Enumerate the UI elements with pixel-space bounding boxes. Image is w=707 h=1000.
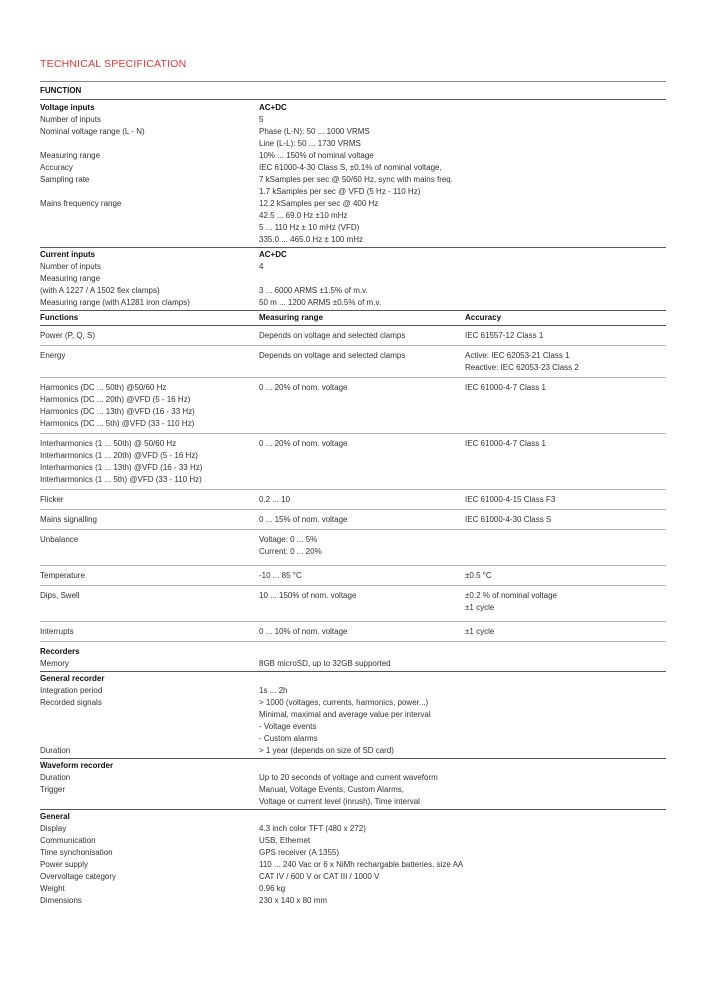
functions-name-cell bbox=[40, 494, 255, 506]
voltage-inputs-value: 335.0 ... 465.0 Hz ± 100 mHz bbox=[259, 235, 363, 244]
functions-row-divider bbox=[40, 621, 666, 622]
general-recorder-heading: General recorder bbox=[40, 674, 105, 683]
functions-name-text: Energy bbox=[40, 351, 66, 360]
general-recorder-row bbox=[40, 685, 666, 697]
general-recorder-value: > 1000 (voltages, currents, harmonics, power...) bbox=[259, 698, 429, 707]
current-inputs-heading-value: AC+DC bbox=[259, 250, 287, 259]
voltage-inputs-row bbox=[40, 150, 666, 162]
functions-range-text: 0 ... 20% of nom. voltage bbox=[259, 383, 348, 392]
functions-row bbox=[40, 590, 666, 618]
voltage-inputs-value: 5 ... 110 Hz ± 10 mHz (VFD) bbox=[259, 223, 360, 232]
functions-row bbox=[40, 350, 666, 374]
functions-range-cell bbox=[259, 626, 479, 638]
general-value: 0.96 kg bbox=[259, 884, 286, 893]
general-row bbox=[40, 823, 666, 835]
section-divider bbox=[40, 310, 666, 311]
functions-accuracy-cell bbox=[465, 514, 665, 526]
general-row bbox=[40, 871, 666, 883]
general-recorder-row bbox=[40, 709, 666, 721]
voltage-inputs-label: Number of inputs bbox=[40, 115, 101, 124]
current-inputs-label: Measuring range (with A1281 iron clamps) bbox=[40, 298, 190, 307]
functions-accuracy-cell bbox=[465, 350, 665, 374]
functions-row-divider bbox=[40, 377, 666, 378]
waveform-recorder-label: Duration bbox=[40, 773, 71, 782]
functions-accuracy-text: ±0.5 °C bbox=[465, 571, 492, 580]
waveform-recorder-row bbox=[40, 796, 666, 808]
general-value: USB, Ethernet bbox=[259, 836, 311, 845]
functions-name-text: Interharmonics (1 ... 13th) @VFD (16 - 33 Hz) bbox=[40, 463, 203, 472]
general-recorder-value: - Voltage events bbox=[259, 722, 317, 731]
functions-name-text: Harmonics (DC ... 5th) @VFD (33 - 110 Hz) bbox=[40, 419, 195, 428]
function-header: FUNCTION bbox=[40, 86, 82, 95]
general-label: Dimensions bbox=[40, 896, 82, 905]
recorders-value: 8GB microSD, up to 32GB supported bbox=[259, 659, 391, 668]
general-label: Display bbox=[40, 824, 67, 833]
general-value: 230 x 140 x 80 mm bbox=[259, 896, 328, 905]
functions-range-text: 10 ... 150% of nom. voltage bbox=[259, 591, 357, 600]
general-row bbox=[40, 895, 666, 907]
functions-name-cell bbox=[40, 570, 255, 582]
general-recorder-heading-row bbox=[40, 673, 666, 685]
general-recorder-value: - Custom alarms bbox=[259, 734, 318, 743]
functions-range-text: Depends on voltage and selected clamps bbox=[259, 331, 406, 340]
voltage-inputs-label: Nominal voltage range (L - N) bbox=[40, 127, 145, 136]
functions-range-text: 0 ... 10% of nom. voltage bbox=[259, 627, 348, 636]
voltage-inputs-row bbox=[40, 198, 666, 210]
general-row bbox=[40, 859, 666, 871]
functions-name-cell bbox=[40, 514, 255, 526]
current-inputs-row bbox=[40, 285, 666, 297]
functions-row-divider bbox=[40, 345, 666, 346]
general-row bbox=[40, 835, 666, 847]
functions-accuracy-cell bbox=[465, 570, 665, 582]
functions-name-cell bbox=[40, 590, 255, 602]
functions-name-cell bbox=[40, 330, 255, 342]
voltage-inputs-value: Phase (L-N): 50 ... 1000 VRMS bbox=[259, 127, 370, 136]
functions-accuracy-text: IEC 61557-12 Class 1 bbox=[465, 331, 544, 340]
functions-name-header: Functions bbox=[40, 313, 79, 322]
functions-accuracy-cell bbox=[465, 626, 665, 638]
general-heading-row bbox=[40, 811, 666, 823]
voltage-inputs-label: Accuracy bbox=[40, 163, 73, 172]
general-recorder-row bbox=[40, 697, 666, 709]
current-inputs-heading-row bbox=[40, 249, 666, 261]
general-label: Communication bbox=[40, 836, 96, 845]
functions-row bbox=[40, 514, 666, 526]
functions-range-text: Current: 0 ... 20% bbox=[259, 547, 322, 556]
functions-row bbox=[40, 534, 666, 562]
functions-name-cell bbox=[40, 350, 255, 362]
general-heading: General bbox=[40, 812, 70, 821]
page-title: TECHNICAL SPECIFICATION bbox=[40, 58, 187, 70]
functions-accuracy-text: Active: IEC 62053-21 Class 1 bbox=[465, 351, 570, 360]
waveform-recorder-row bbox=[40, 772, 666, 784]
functions-name-text: Temperature bbox=[40, 571, 85, 580]
voltage-inputs-value: IEC 61000-4-30 Class S, ±0.1% of nominal voltage, bbox=[259, 163, 442, 172]
functions-row-divider bbox=[40, 641, 666, 642]
functions-row-divider bbox=[40, 565, 666, 566]
functions-range-cell bbox=[259, 494, 479, 506]
general-label: Power supply bbox=[40, 860, 89, 869]
functions-accuracy-text: IEC 61000-4-15 Class F3 bbox=[465, 495, 556, 504]
waveform-recorder-label: Trigger bbox=[40, 785, 66, 794]
voltage-inputs-value: 5 bbox=[259, 115, 264, 124]
general-recorder-value: Minimal, maximal and average value per interval bbox=[259, 710, 431, 719]
functions-row bbox=[40, 570, 666, 582]
voltage-inputs-heading-row bbox=[40, 102, 666, 114]
general-label: Overvoltage category bbox=[40, 872, 117, 881]
functions-accuracy-cell bbox=[465, 438, 665, 450]
general-recorder-value: 1s ... 2h bbox=[259, 686, 288, 695]
voltage-inputs-value: 42.5 ... 69.0 Hz ±10 mHz bbox=[259, 211, 348, 220]
voltage-inputs-label: Measuring range bbox=[40, 151, 101, 160]
functions-range-cell bbox=[259, 570, 479, 582]
functions-row-divider bbox=[40, 529, 666, 530]
current-inputs-label: (with A 1227 / A 1502 flex clamps) bbox=[40, 286, 160, 295]
voltage-inputs-value: 10% ... 150% of nominal voltage bbox=[259, 151, 374, 160]
general-recorder-label: Recorded signals bbox=[40, 698, 102, 707]
voltage-inputs-row bbox=[40, 174, 666, 186]
functions-range-header: Measuring range bbox=[259, 313, 324, 322]
general-value: 4.3 inch color TFT (480 x 272) bbox=[259, 824, 366, 833]
functions-range-cell bbox=[259, 382, 479, 394]
voltage-inputs-heading: Voltage inputs bbox=[40, 103, 95, 112]
functions-name-text: Power (P, Q, S) bbox=[40, 331, 95, 340]
functions-row bbox=[40, 382, 666, 430]
functions-name-text: Unbalance bbox=[40, 535, 79, 544]
functions-name-text: Interrupts bbox=[40, 627, 74, 636]
section-divider bbox=[40, 758, 666, 759]
functions-name-text: Flicker bbox=[40, 495, 64, 504]
functions-name-text: Dips, Swell bbox=[40, 591, 80, 600]
functions-accuracy-header: Accuracy bbox=[465, 313, 502, 322]
voltage-inputs-value: 7 kSamples per sec @ 50/60 Hz, sync with mains freq. bbox=[259, 175, 453, 184]
voltage-inputs-row bbox=[40, 222, 666, 234]
functions-range-cell bbox=[259, 534, 479, 558]
functions-name-cell bbox=[40, 438, 255, 486]
functions-name-cell bbox=[40, 626, 255, 638]
function-header-divider bbox=[40, 99, 666, 100]
voltage-inputs-value: 1.7 kSamples per sec @ VFD (5 Hz - 110 Hz) bbox=[259, 187, 421, 196]
functions-accuracy-cell bbox=[465, 494, 665, 506]
current-inputs-label: Measuring range bbox=[40, 274, 101, 283]
functions-accuracy-text: IEC 61000-4-7 Class 1 bbox=[465, 439, 546, 448]
recorders-heading-row bbox=[40, 646, 666, 658]
waveform-recorder-value: Up to 20 seconds of voltage and current waveform bbox=[259, 773, 438, 782]
general-row bbox=[40, 847, 666, 859]
section-divider bbox=[40, 671, 666, 672]
general-value: CAT IV / 600 V or CAT III / 1000 V bbox=[259, 872, 380, 881]
current-inputs-label: Number of inputs bbox=[40, 262, 101, 271]
current-inputs-row bbox=[40, 297, 666, 309]
current-inputs-value: 50 m ... 1200 ARMS ±0.5% of m.v. bbox=[259, 298, 382, 307]
function-header-row bbox=[40, 85, 666, 97]
functions-name-text: Interharmonics (1 ... 5th) @VFD (33 - 110 Hz) bbox=[40, 475, 202, 484]
functions-range-cell bbox=[259, 438, 479, 450]
waveform-recorder-heading: Waveform recorder bbox=[40, 761, 114, 770]
section-divider bbox=[40, 809, 666, 810]
functions-row-divider bbox=[40, 489, 666, 490]
voltage-inputs-label: Mains frequency range bbox=[40, 199, 122, 208]
functions-range-text: 0 ... 20% of nom. voltage bbox=[259, 439, 348, 448]
general-recorder-value: > 1 year (depends on size of SD card) bbox=[259, 746, 394, 755]
general-recorder-row bbox=[40, 733, 666, 745]
waveform-recorder-row bbox=[40, 784, 666, 796]
waveform-recorder-value: Voltage or current level (inrush), Time interval bbox=[259, 797, 420, 806]
functions-accuracy-text: ±1 cycle bbox=[465, 627, 495, 636]
general-value: 110 ... 240 Vac or 6 x NiMh rechargable batteries, size AA bbox=[259, 860, 464, 869]
recorders-label: Memory bbox=[40, 659, 69, 668]
functions-accuracy-text: ±0.2 % of nominal voltage bbox=[465, 591, 557, 600]
functions-row-divider bbox=[40, 585, 666, 586]
voltage-inputs-value: 12.2 kSamples per sec @ 400 Hz bbox=[259, 199, 379, 208]
waveform-recorder-heading-row bbox=[40, 760, 666, 772]
functions-accuracy-text: ±1 cycle bbox=[465, 603, 495, 612]
voltage-inputs-row bbox=[40, 162, 666, 174]
functions-row-divider bbox=[40, 509, 666, 510]
functions-range-cell bbox=[259, 350, 479, 362]
functions-name-text: Interharmonics (1 ... 20th) @VFD (5 - 16 Hz) bbox=[40, 451, 198, 460]
functions-row bbox=[40, 438, 666, 486]
functions-accuracy-cell bbox=[465, 382, 665, 394]
recorders-row bbox=[40, 658, 666, 670]
functions-range-cell bbox=[259, 514, 479, 526]
functions-name-cell bbox=[40, 382, 255, 430]
functions-name-text: Mains signalling bbox=[40, 515, 97, 524]
functions-accuracy-text: Reactive: IEC 62053-23 Class 2 bbox=[465, 363, 579, 372]
general-recorder-label: Duration bbox=[40, 746, 71, 755]
functions-accuracy-text: IEC 61000-4-7 Class 1 bbox=[465, 383, 546, 392]
general-recorder-label: Integration period bbox=[40, 686, 103, 695]
current-inputs-value: 4 bbox=[259, 262, 264, 271]
voltage-inputs-row bbox=[40, 138, 666, 150]
current-inputs-row bbox=[40, 261, 666, 273]
recorders-heading: Recorders bbox=[40, 647, 80, 656]
functions-name-text: Interharmonics (1 ... 50th) @ 50/60 Hz bbox=[40, 439, 177, 448]
voltage-inputs-row bbox=[40, 186, 666, 198]
voltage-inputs-row bbox=[40, 114, 666, 126]
section-divider bbox=[40, 325, 666, 326]
waveform-recorder-value: Manual, Voltage Events, Custom Alarms, bbox=[259, 785, 404, 794]
functions-row-divider bbox=[40, 433, 666, 434]
general-value: GPS receiver (A 1355) bbox=[259, 848, 340, 857]
functions-range-cell bbox=[259, 590, 479, 602]
current-inputs-value: 3 ... 6000 ARMS ±1.5% of m.v. bbox=[259, 286, 368, 295]
voltage-inputs-row bbox=[40, 210, 666, 222]
functions-row bbox=[40, 330, 666, 342]
current-inputs-row bbox=[40, 273, 666, 285]
functions-name-text: Harmonics (DC ... 50th) @50/60 Hz bbox=[40, 383, 167, 392]
voltage-inputs-value: Line (L-L): 50 ... 1730 VRMS bbox=[259, 139, 361, 148]
general-row bbox=[40, 883, 666, 895]
functions-name-cell bbox=[40, 534, 255, 546]
voltage-inputs-heading-value: AC+DC bbox=[259, 103, 287, 112]
functions-range-text: Depends on voltage and selected clamps bbox=[259, 351, 406, 360]
functions-header-row bbox=[40, 312, 666, 324]
functions-accuracy-text: IEC 61000-4-30 Class S bbox=[465, 515, 552, 524]
functions-name-text: Harmonics (DC ... 20th) @VFD (5 - 16 Hz) bbox=[40, 395, 191, 404]
functions-range-text: Voltage: 0 ... 5% bbox=[259, 535, 318, 544]
voltage-inputs-row bbox=[40, 126, 666, 138]
functions-range-text: 0 ... 15% of nom. voltage bbox=[259, 515, 348, 524]
functions-range-cell bbox=[259, 330, 479, 342]
general-label: Time synchonisation bbox=[40, 848, 113, 857]
functions-range-text: 0.2 ... 10 bbox=[259, 495, 291, 504]
section-divider bbox=[40, 247, 666, 248]
general-label: Weight bbox=[40, 884, 65, 893]
general-recorder-row bbox=[40, 721, 666, 733]
voltage-inputs-label: Sampling rate bbox=[40, 175, 90, 184]
title-divider bbox=[40, 81, 666, 82]
functions-range-text: -10 ... 85 °C bbox=[259, 571, 302, 580]
current-inputs-heading: Current inputs bbox=[40, 250, 96, 259]
voltage-inputs-row bbox=[40, 234, 666, 246]
general-recorder-row bbox=[40, 745, 666, 757]
functions-accuracy-cell bbox=[465, 330, 665, 342]
functions-accuracy-cell bbox=[465, 590, 665, 614]
functions-name-text: Harmonics (DC ... 13th) @VFD (16 - 33 Hz) bbox=[40, 407, 195, 416]
functions-row bbox=[40, 494, 666, 506]
functions-row bbox=[40, 626, 666, 638]
